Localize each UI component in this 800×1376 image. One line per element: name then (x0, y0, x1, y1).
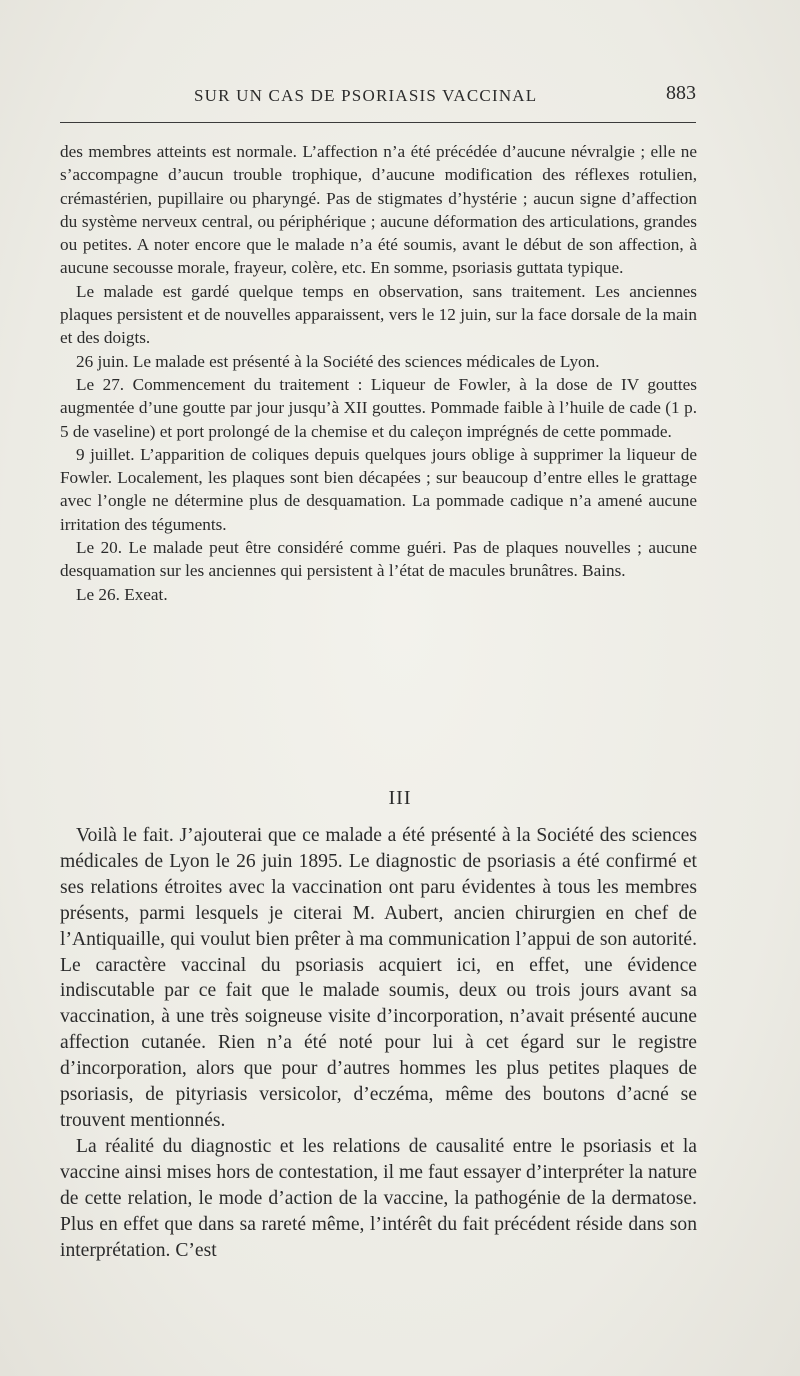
paragraph: Le 20. Le malade peut être considéré comme guéri. Pas de plaques nouvelles ; aucune desquamation sur les anciennes qui persistent à l’état de macules brunâtres. Bains. (60, 538, 697, 581)
paragraph: Le 26. Exeat. (76, 584, 168, 604)
running-title: SUR UN CAS DE PSORIASIS VACCINAL (194, 86, 538, 105)
running-head (60, 82, 696, 112)
case-observation-text (60, 140, 697, 606)
page-number: 883 (666, 82, 696, 104)
paragraph: des membres atteints est normale. L’affection n’a été précédée d’aucune névralgie ; elle ne s’accompagne d’aucun trouble trophique, d’aucune modification des réflexes rotulien, crémastérien, pupillaire ou pharyngé. Pas de stigmates d’hystérie ; aucun signe d’affection du système nerveux central, ou périphérique ; aucune déformation des articulations, grandes ou petites. A noter encore que le malade n’a été soumis, avant le début de son affection, à aucune secousse morale, frayeur, colère, etc. En somme, psoriasis guttata typique. (60, 142, 697, 278)
paragraph: Le 27. Commencement du traitement : Liqueur de Fowler, à la dose de IV gouttes augmentée d’une goutte par jour jusqu’à XII gouttes. Pommade faible à l’huile de cade (1 p. 5 de vaseline) et port prolongé de la chemise et du caleçon imprégnés de cette pommade. (60, 374, 697, 441)
header-rule (60, 122, 696, 123)
paragraph: 9 juillet. L’apparition de coliques depuis quelques jours oblige à supprimer la liqueur de Fowler. Localement, les plaques sont bien décapées ; sur beaucoup d’entre elles le grattage avec l’ongle ne détermine plus de desquamation. La pommade cadique n’a amené aucune irritation des téguments. (60, 444, 697, 534)
paragraph: Voilà le fait. J’ajouterai que ce malade a été présenté à la Société des sciences médicales de Lyon le 26 juin 1895. Le diagnostic de psoriasis a été confirmé et ses relations étroites avec la vaccination ont paru évidentes à tous les membres présents, parmi lesquels je citerai M. Aubert, ancien chirurgien en chef de l’Antiquaille, qui voulut bien prêter à ma communication l’appui de son autorité. Le caractère vaccinal du psoriasis acquiert ici, en effet, une évidence indiscutable par ce fait que le malade soumis, deux ou trois jours avant sa vaccination, à une très soigneuse visite d’incorporation, n’avait présenté aucune affection cutanée. Rien n’a été noté pour lui à cet égard sur le registre d’incorporation, alors que pour d’autres hommes les plus petites plaques de psoriasis, de pityriasis versicolor, d’eczéma, même des boutons d’acné se trouvent mentionnés. (60, 825, 697, 1131)
paragraph: 26 juin. Le malade est présenté à la Société des sciences médicales de Lyon. (76, 351, 600, 371)
paragraph: Le malade est gardé quelque temps en observation, sans traitement. Les anciennes plaques persistent et de nouvelles apparaissent, vers le 12 juin, sur la face dorsale de la main et des doigts. (60, 281, 697, 348)
section-heading: III (388, 787, 412, 809)
main-text (60, 823, 697, 1263)
paragraph: La réalité du diagnostic et les relations de causalité entre le psoriasis et la vaccine ainsi mises hors de contestation, il me faut essayer d’interpréter la nature de cette relation, le mode d’action de la vaccine, la pathogénie de la dermatose. Plus en effet que dans sa rareté même, l’intérêt du fait précédent réside dans son interprétation. C’est (60, 1135, 697, 1261)
